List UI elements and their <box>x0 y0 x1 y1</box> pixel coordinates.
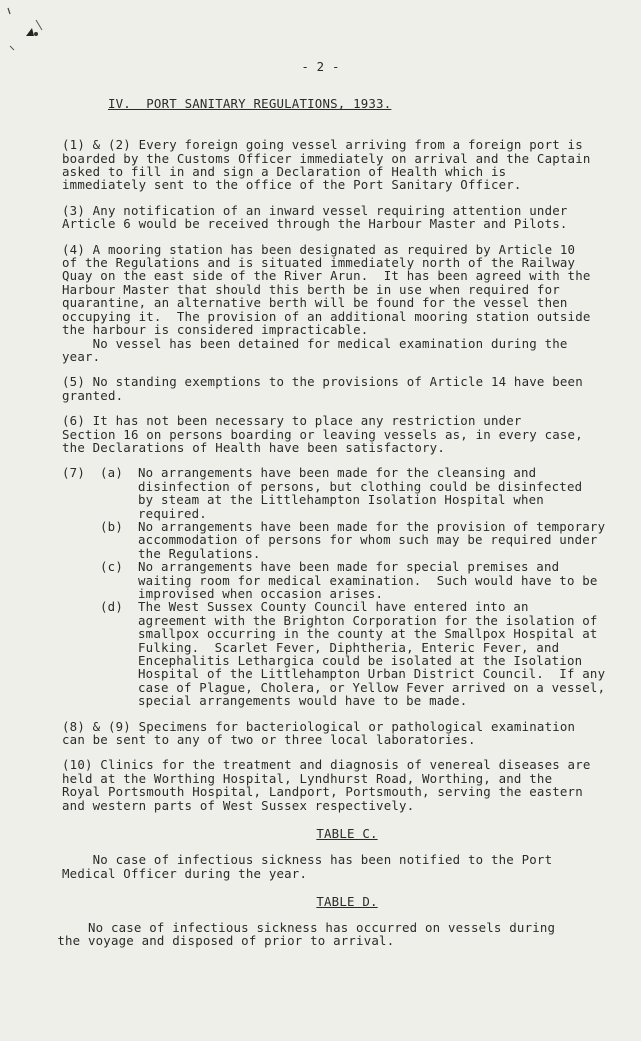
table-d-text: No case of infectious sickness has occurred on vessels during the voyage and disposed of prior to arrival. <box>42 919 556 949</box>
list-item-7a: (a) No arrangements have been made for the cleansing and disinfection of persons, but clothing could be disinfected by steam at the Littlehampton Isolation Hospital when required. <box>100 465 583 521</box>
paragraph-6: (6) It has not been necessary to place any restriction under Section 16 on persons boarding or leaving vessels as, in every case, the Declarations of Health have been satisfactory. <box>62 413 583 455</box>
table-c-text: No case of infectious sickness has been notified to the Port Medical Officer during the year. <box>62 852 553 881</box>
paragraph-7-label: (7) <box>62 465 85 481</box>
list-item-7c: (c) No arrangements have been made for special premises and waiting room for medical examination. Such would have to be improvised when occasion arises. <box>100 559 598 601</box>
paragraph-5: (5) No standing exemptions to the provisions of Article 14 have been granted. <box>62 374 583 403</box>
margin-marks <box>6 6 46 56</box>
paragraph-4: (4) A mooring station has been designated as required by Article 10 of the Regulations and is situated immediately north of the Railway Quay on the east side of the River Arun. It has been agreed with the Harbour Master that should this berth be in use when required for quarantine, an alternative berth will be found for the vessel then occupying it. The provision of an additional mooring station outside the harbour is considered impracticable. No vessel has been detained for medical examination during the year. <box>62 241 591 364</box>
table-d-title: TABLE D. <box>316 893 378 909</box>
paragraph-7 <box>62 466 632 707</box>
section-heading-text: IV. PORT SANITARY REGULATIONS, 1933. <box>107 96 392 112</box>
paragraph-3: (3) Any notification of an inward vessel requiring attention under Article 6 would be received through the Harbour Master and Pilots. <box>62 202 568 232</box>
page-number: - 2 - <box>301 59 340 74</box>
document-body <box>42 84 632 960</box>
paragraph-10: (10) Clinics for the treatment and diagnosis of venereal diseases are held at the Worthing Hospital, Lyndhurst Road, Worthing, and the Royal Portsmouth Hospital, Landport, Portsmouth, serving the eastern and western parts of West Sussex respectively. <box>62 757 591 813</box>
paragraph-8-9: (8) & (9) Specimens for bacteriological or pathological examination can be sent to any of two or three local laboratories. <box>62 718 576 748</box>
table-c-title: TABLE C. <box>316 826 378 842</box>
paragraph-1-2: (1) & (2) Every foreign going vessel arriving from a foreign port is boarded by the Customs Officer immediately on arrival and the Captain asked to fill in and sign a Declaration of Health which is immediately sent to the office of the Port Sanitary Officer. <box>62 137 591 193</box>
section-heading <box>62 84 632 124</box>
list-item-7b: (b) No arrangements have been made for the provision of temporary accommodation of persons for whom such may be required under the Regulations. <box>100 518 606 561</box>
list-item-7d: (d) The West Sussex County Council have entered into an agreement with the Brighton Corporation for the isolation of smallpox occurring in the county at the Smallpox Hospital at Fulking. Scarlet Fever, Diphtheria, Enteric Fever, and Encephalitis Lethargica could be isolated at the Isolation Hospital of the Littlehampton Urban District Council. If any case of Plague, Cholera, or Yellow Fever arrived on a vessel, special arrangements would have to be made. <box>100 599 606 709</box>
